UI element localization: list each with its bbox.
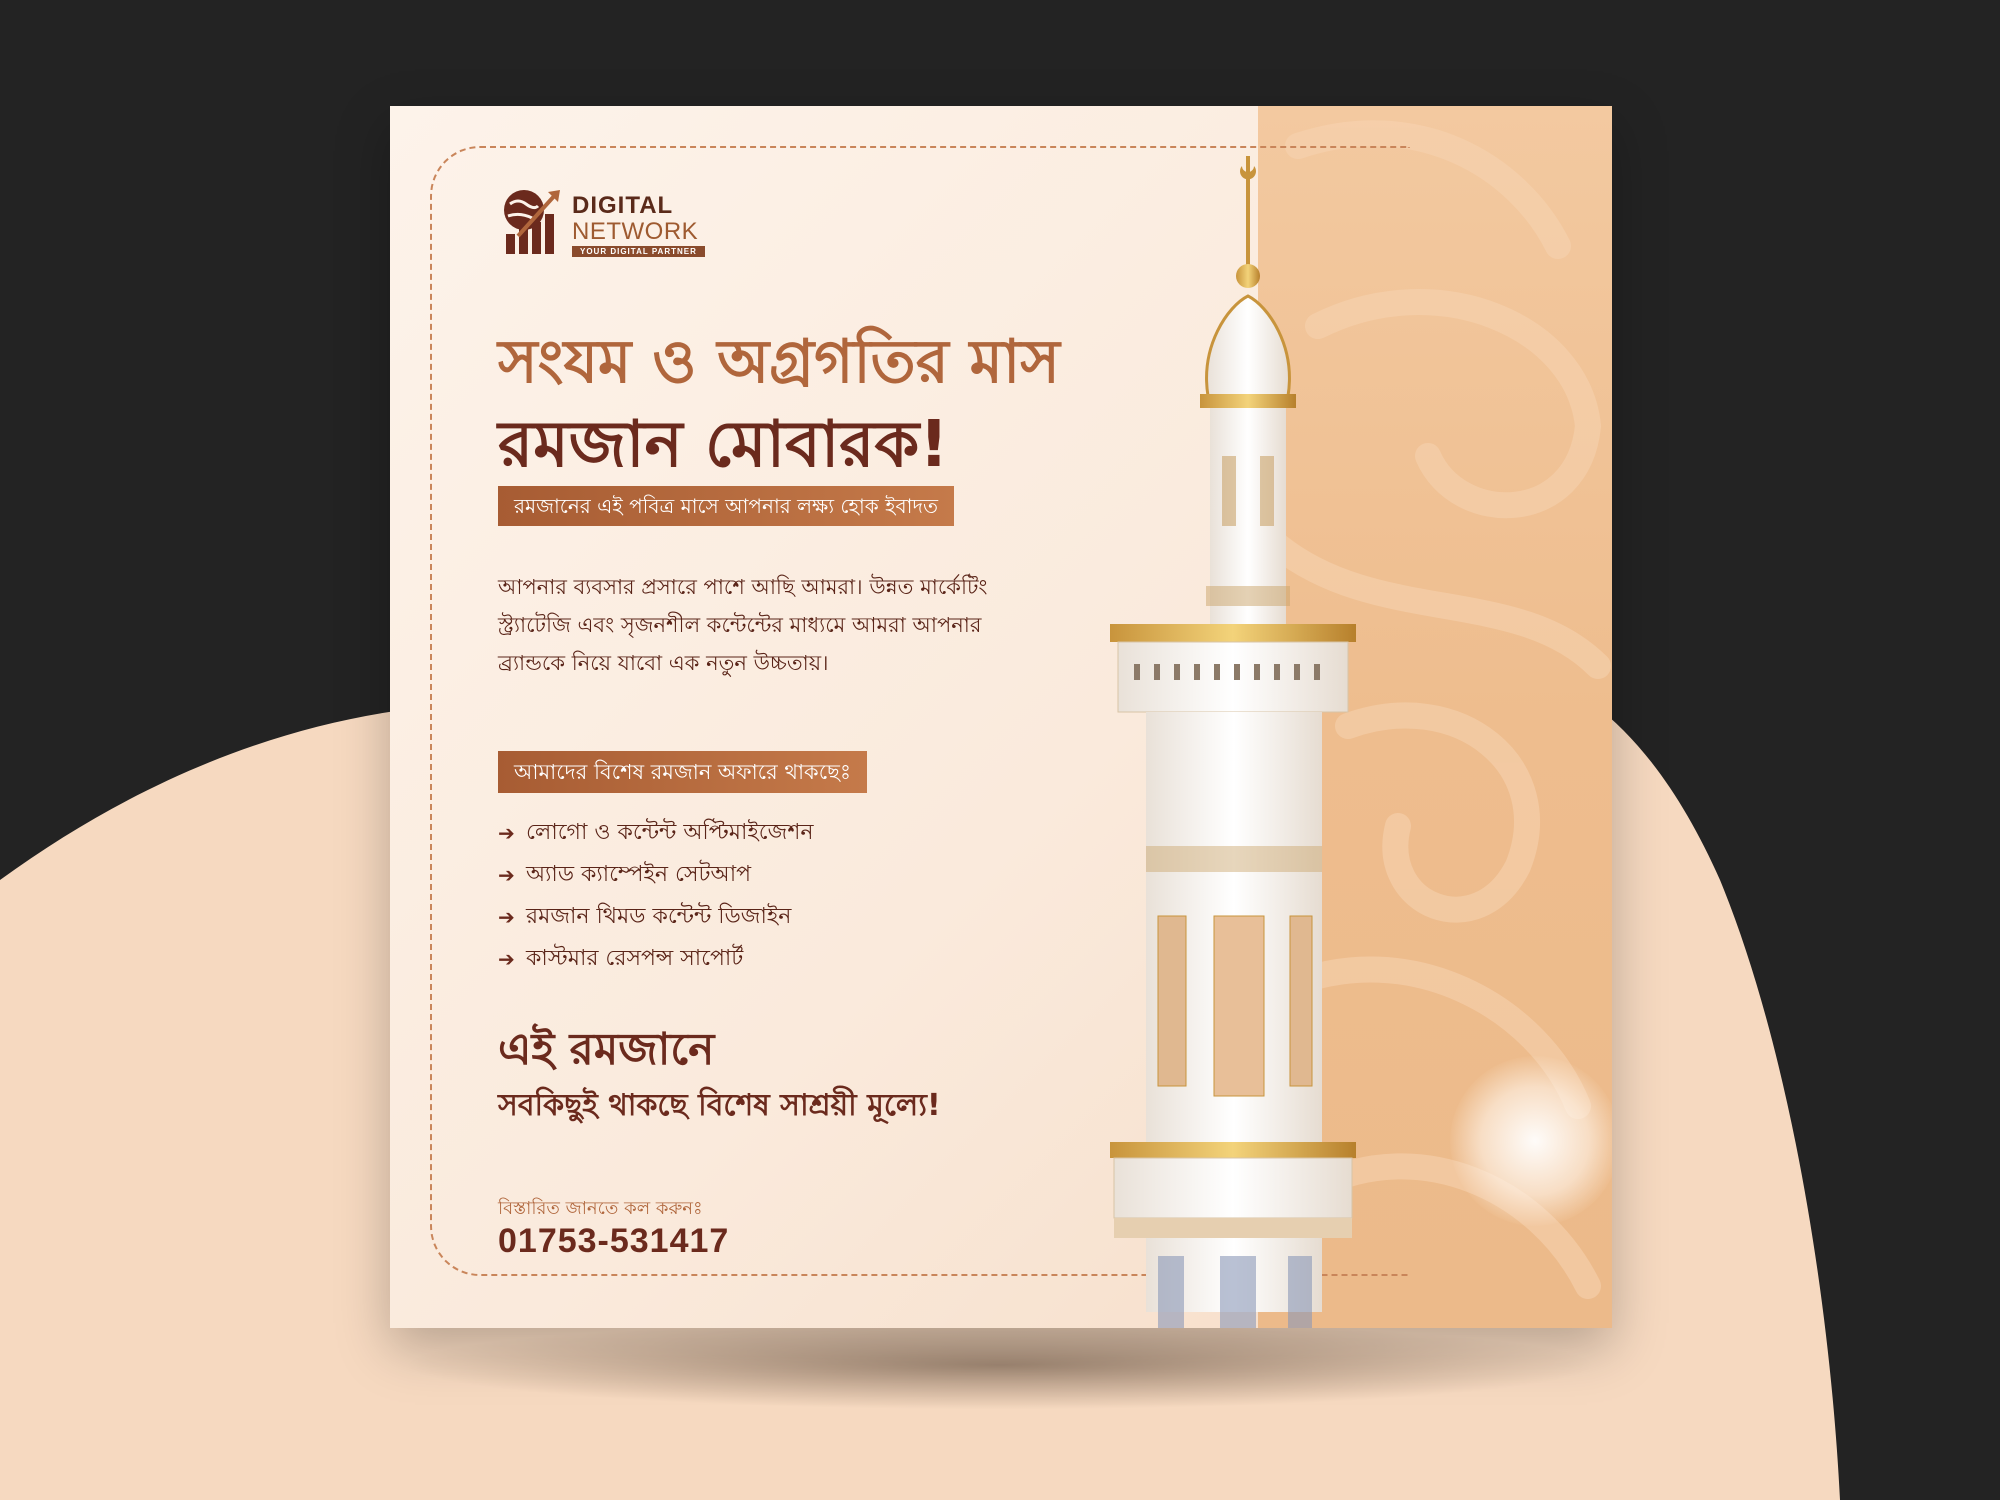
body-line: আপনার ব্যবসার প্রসারে পাশে আছি আমরা। উন্নত মার্কেটিং — [498, 575, 988, 599]
list-item — [498, 854, 813, 896]
cta-line1: এই রমজানে — [498, 1024, 715, 1075]
brand-logo — [498, 184, 718, 264]
offer-label: অ্যাড ক্যাম্পেইন সেটআপ — [526, 861, 752, 887]
offer-label: কাস্টমার রেসপন্স সাপোর্ট — [526, 945, 744, 971]
offer-list — [498, 812, 813, 980]
light-glow — [1450, 1056, 1612, 1226]
body-paragraph — [498, 568, 1058, 682]
subtitle-banner: রমজানের এই পবিত্র মাসে আপনার লক্ষ্য হোক ইবাদত — [498, 486, 954, 526]
headline-line2: রমজান মোবারক! — [498, 408, 949, 482]
phone-number: 01753-531417 — [498, 1222, 730, 1260]
list-item — [498, 896, 813, 938]
body-line: স্ট্র্যাটেজি এবং সৃজনশীল কন্টেন্টের মাধ্যমে আমরা আপনার — [498, 613, 982, 637]
offer-label: লোগো ও কন্টেন্ট অপ্টিমাইজেশন — [526, 819, 814, 845]
list-item — [498, 812, 813, 854]
arrow-right-icon: ➔ — [498, 863, 515, 887]
arrow-right-icon: ➔ — [498, 905, 515, 929]
arrow-right-icon: ➔ — [498, 947, 515, 971]
arrow-right-icon: ➔ — [498, 821, 515, 845]
globe-bar-chart-icon — [498, 184, 564, 258]
offer-label: রমজান থিমড কন্টেন্ট ডিজাইন — [526, 903, 792, 929]
body-line: ব্র্যান্ডকে নিয়ে যাবো এক নতুন উচ্চতায়। — [498, 651, 829, 675]
contact-label: বিস্তারিত জানতে কল করুনঃ — [498, 1198, 703, 1219]
headline-line1: সংযম ও অগ্রগতির মাস — [498, 327, 1060, 397]
brand-tagline: YOUR DIGITAL PARTNER — [572, 246, 705, 257]
brand-name-line1: DIGITAL — [572, 192, 674, 219]
ramadan-poster — [390, 106, 1612, 1328]
cta-line2: সবকিছুই থাকছে বিশেষ সাশ্রয়ী মূল্যে! — [498, 1088, 941, 1123]
poster-shadow — [400, 1320, 1600, 1410]
offers-heading: আমাদের বিশেষ রমজান অফারে থাকছেঃ — [498, 751, 867, 793]
minaret-illustration — [1110, 156, 1400, 1328]
brand-name-line2: NETWORK — [572, 218, 699, 245]
list-item — [498, 938, 813, 980]
